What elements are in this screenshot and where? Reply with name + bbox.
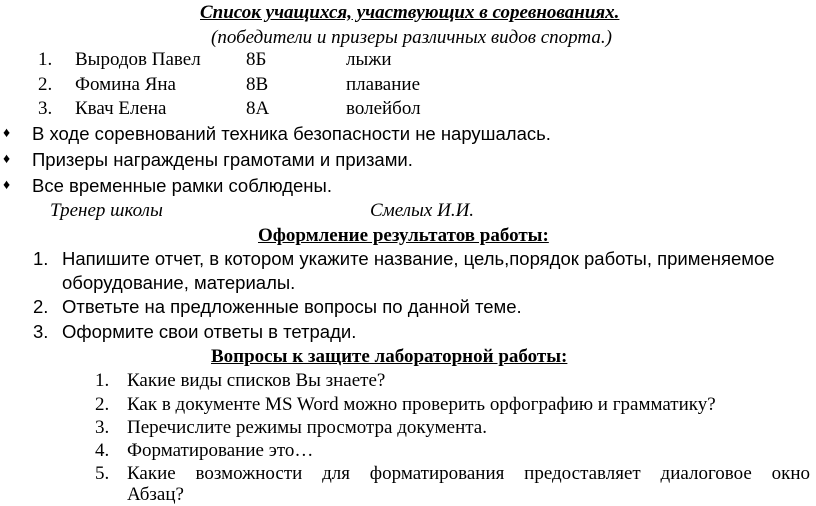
student-name: Фомина Яна	[75, 74, 176, 95]
student-sport: лыжи	[346, 49, 392, 70]
diamond-bullet-icon: ♦	[3, 152, 11, 167]
student-class: 8В	[246, 74, 269, 95]
list-number: 2.	[95, 394, 110, 415]
signature-role: Тренер школы	[50, 200, 163, 221]
signature-name: Смелых И.И.	[370, 200, 475, 221]
list-number: 1.	[33, 248, 49, 269]
diamond-bullet-icon: ♦	[3, 178, 11, 193]
bullet-item: Все временные рамки соблюдены.	[32, 175, 332, 196]
list-number: 4.	[95, 440, 110, 461]
student-sport: волейбол	[346, 98, 421, 119]
student-sport: плавание	[346, 74, 421, 95]
list-number: 2.	[33, 296, 49, 317]
list-item: Перечислите режимы просмотра документа.	[127, 417, 487, 438]
row-number: 1.	[38, 49, 53, 70]
diamond-bullet-icon: ♦	[3, 126, 11, 141]
student-class: 8А	[246, 98, 270, 119]
row-number: 3.	[38, 98, 53, 119]
section-heading-questions: Вопросы к защите лабораторной работы:	[211, 346, 568, 367]
list-item: Какие виды списков Вы знаете?	[127, 370, 386, 391]
list-item: Напишите отчет, в котором укажите название, цель,порядок работы, применяемое	[62, 248, 775, 269]
document-subtitle: (победители и призеры различных видов спорта.)	[211, 27, 612, 48]
bullet-item: Призеры награждены грамотами и призами.	[32, 149, 413, 170]
list-item: Как в документе MS Word можно проверить орфографию и грамматику?	[127, 394, 716, 415]
student-name: Квач Елена	[75, 98, 167, 119]
section-heading-results: Оформление результатов работы:	[258, 225, 549, 246]
list-number: 5.	[95, 463, 110, 484]
row-number: 2.	[38, 74, 53, 95]
list-item: Какие возможности для форматирования предоставляет диалоговое окно	[127, 463, 810, 484]
list-item-continuation: оборудование, материалы.	[62, 272, 296, 293]
bullet-item: В ходе соревнований техника безопасности не нарушалась.	[32, 123, 551, 144]
list-item: Оформите свои ответы в тетради.	[62, 321, 357, 342]
list-item-continuation: Абзац?	[127, 484, 184, 505]
list-number: 3.	[33, 321, 49, 342]
student-name: Выродов Павел	[75, 49, 201, 70]
document-title: Список учащихся, участвующих в соревнованиях.	[200, 2, 620, 23]
student-class: 8Б	[246, 49, 267, 70]
list-item: Форматирование это…	[127, 440, 314, 461]
list-number: 1.	[95, 370, 110, 391]
list-number: 3.	[95, 417, 110, 438]
list-item: Ответьте на предложенные вопросы по данной теме.	[62, 296, 522, 317]
